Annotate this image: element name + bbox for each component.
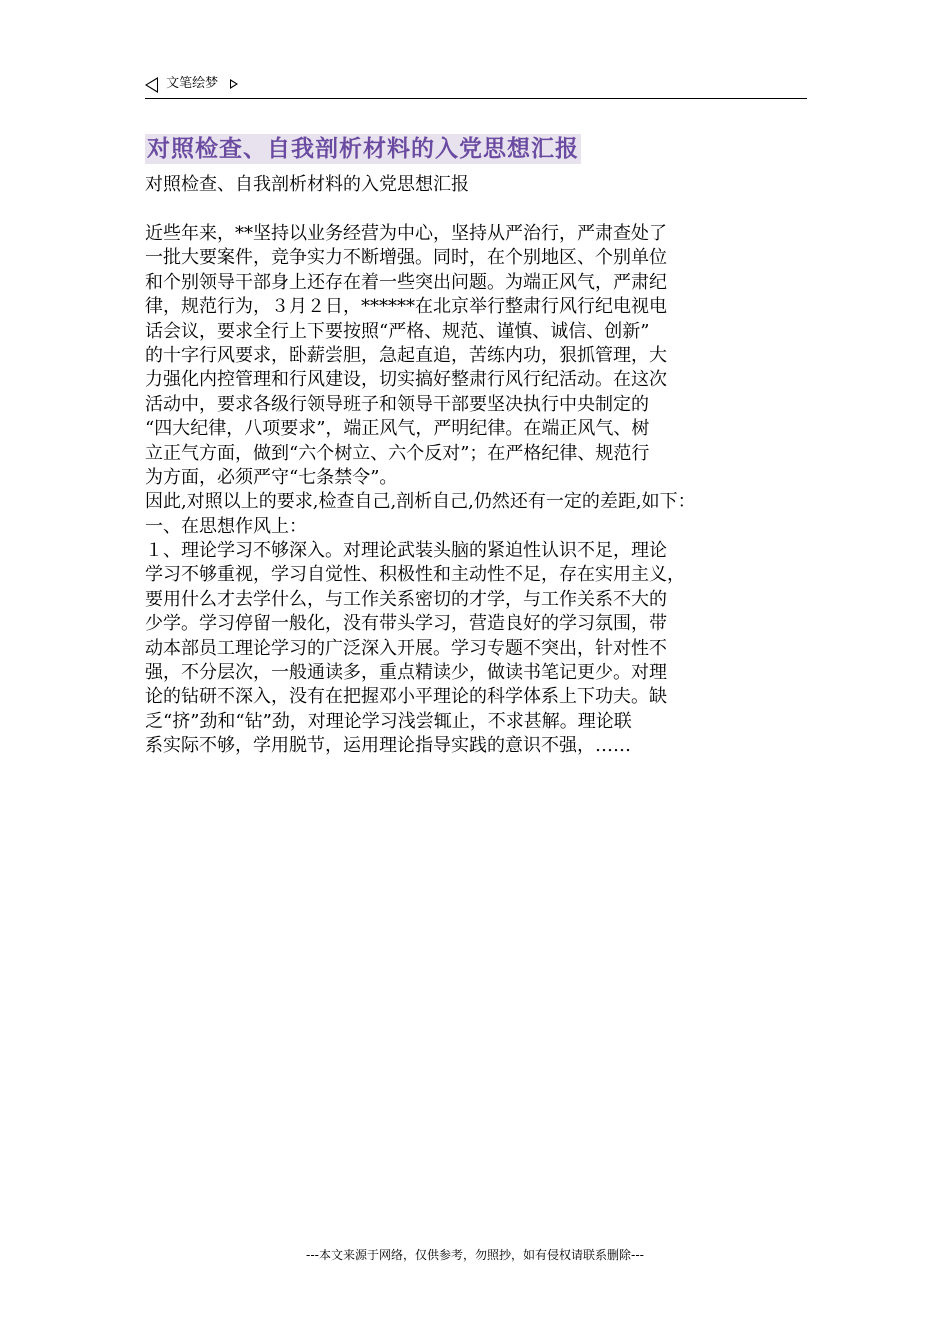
body-line: 系实际不够，学用脱节，运用理论指导实践的意识不强，…… — [145, 735, 631, 757]
body-line: 律，规范行为，３月２日，******在北京举行整肃行风行纪电视电 — [145, 296, 667, 318]
body-line: 一、在思想作风上： — [145, 515, 307, 537]
body-line: 立正气方面，做到“六个树立、六个反对”；在严格纪律、规范行 — [145, 442, 650, 464]
page-header — [145, 74, 807, 99]
body-line: １、理论学习不够深入。对理论武装头脑的紧迫性认识不足，理论 — [145, 540, 667, 562]
body-line: 一批大要案件，竞争实力不断增强。同时，在个别地区、个别单位 — [145, 247, 667, 269]
document-title: 对照检查、自我剖析材料的入党思想汇报 — [147, 135, 579, 162]
body-line: “四大纪律，八项要求”，端正风气，严明纪律。在端正风气、树 — [145, 418, 650, 440]
body-line: 乏“挤”劲和“钻”劲，对理论学习浅尝辄止，不求甚解。理论联 — [145, 710, 632, 732]
body-line: 学习不够重视，学习自觉性、积极性和主动性不足，存在实用主义， — [145, 564, 685, 586]
body-line: 论的钻研不深入，没有在把握邓小平理论的科学体系上下功夫。缺 — [145, 686, 667, 708]
body-line: 因此,对照以上的要求,检查自己,剖析自己,仍然还有一定的差距,如下： — [145, 491, 696, 513]
body-line: 近些年来，**坚持以业务经营为中心，坚持从严治行，严肃查处了 — [145, 223, 667, 244]
triangle-right-icon — [230, 79, 238, 89]
page-footer: ---本文来源于网络，仅供参考，勿照抄，如有侵权请联系删除--- — [306, 1248, 644, 1262]
body-line: 要用什么才去学什么，与工作关系密切的才学，与工作关系不大的 — [145, 588, 667, 610]
header-brand: 文笔绘梦 — [166, 76, 219, 91]
body-line: 的十字行风要求，卧薪尝胆，急起直追，苦练内功，狠抓管理，大 — [145, 344, 667, 366]
body-line: 力强化内控管理和行风建设，切实搞好整肃行风行纪活动。在这次 — [145, 369, 667, 391]
body-line: 话会议，要求全行上下要按照“严格、规范、谨慎、诚信、创新” — [145, 320, 650, 342]
body-line: 和个别领导干部身上还存在着一些突出问题。为端正风气，严肃纪 — [145, 271, 667, 293]
triangle-left-icon — [145, 77, 158, 93]
body-line: 活动中，要求各级行领导班子和领导干部要坚决执行中央制定的 — [145, 393, 649, 415]
document-subtitle: 对照检查、自我剖析材料的入党思想汇报 — [145, 174, 469, 195]
body-line: 为方面，必须严守“七条禁令”。 — [145, 466, 398, 488]
body-line: 强，不分层次，一般通读多，重点精读少，做读书笔记更少。对理 — [145, 662, 667, 684]
body-line: 动本部员工理论学习的广泛深入开展。学习专题不突出，针对性不 — [145, 637, 667, 659]
body-line: 少学。学习停留一般化，没有带头学习，营造良好的学习氛围，带 — [145, 613, 667, 635]
document-body — [145, 222, 810, 759]
